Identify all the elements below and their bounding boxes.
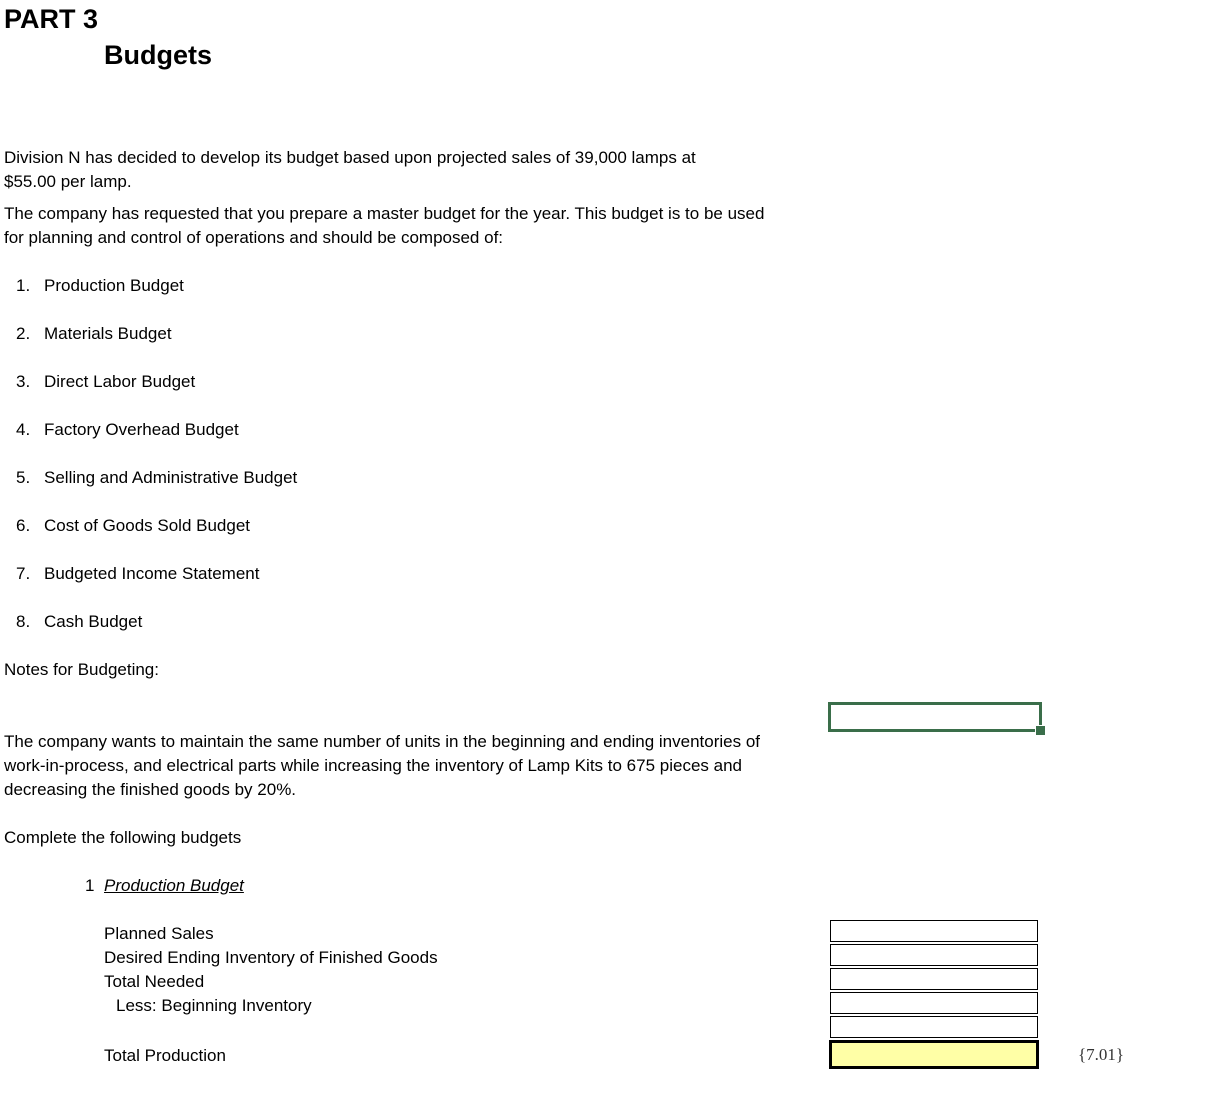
intro-line-2: $55.00 per lamp.	[4, 172, 132, 191]
reference-code: {7.01}	[1078, 1045, 1125, 1064]
list-item-number: 6.	[16, 516, 31, 535]
list-item-direct-labor-budget: Direct Labor Budget	[44, 372, 196, 391]
list-item-cash-budget: Cash Budget	[44, 612, 143, 631]
fill-handle[interactable]	[1035, 725, 1046, 736]
list-item-factory-overhead-budget: Factory Overhead Budget	[44, 420, 239, 439]
notes-line-1: The company wants to maintain the same number of units in the beginning and ending inventories of	[4, 732, 761, 751]
intro-line-1: Division N has decided to develop its budget based upon projected sales of 39,000 lamps at	[4, 148, 696, 167]
list-item-number: 2.	[16, 324, 31, 343]
budget-number: 1	[85, 876, 95, 895]
planned-sales-cell[interactable]	[830, 920, 1038, 942]
total-production-label: Total Production	[104, 1046, 226, 1065]
blank-cell[interactable]	[830, 1016, 1038, 1038]
list-item-production-budget: Production Budget	[44, 276, 184, 295]
instruction-text: Complete the following budgets	[4, 828, 242, 847]
total-production-cell[interactable]	[829, 1040, 1039, 1069]
less-beginning-inventory-cell[interactable]	[830, 992, 1038, 1014]
list-item-number: 7.	[16, 564, 31, 583]
page-title: Budgets	[104, 40, 212, 70]
list-item-number: 4.	[16, 420, 31, 439]
notes-line-2: work-in-process, and electrical parts while increasing the inventory of Lamp Kits to 675 pieces and	[4, 756, 742, 775]
selected-cell[interactable]	[828, 702, 1042, 732]
list-item-number: 1.	[16, 276, 31, 295]
list-item-cogs-budget: Cost of Goods Sold Budget	[44, 516, 251, 535]
part-title: PART 3	[4, 4, 99, 34]
intro-line-4: for planning and control of operations and should be composed of:	[4, 228, 504, 247]
notes-line-3: decreasing the finished goods by 20%.	[4, 780, 297, 799]
list-item-number: 5.	[16, 468, 31, 487]
less-beginning-inventory-label: Less: Beginning Inventory	[116, 996, 312, 1015]
list-item-selling-admin-budget: Selling and Administrative Budget	[44, 468, 298, 487]
desired-ending-inventory-label: Desired Ending Inventory of Finished Goods	[104, 948, 438, 967]
total-needed-cell[interactable]	[830, 968, 1038, 990]
intro-line-3: The company has requested that you prepare a master budget for the year. This budget is to be used	[4, 204, 765, 223]
desired-ending-inventory-cell[interactable]	[830, 944, 1038, 966]
production-budget-title: Production Budget	[104, 876, 244, 895]
notes-heading: Notes for Budgeting:	[4, 660, 159, 679]
list-item-number: 3.	[16, 372, 31, 391]
list-item-materials-budget: Materials Budget	[44, 324, 172, 343]
total-needed-label: Total Needed	[104, 972, 205, 991]
list-item-income-statement: Budgeted Income Statement	[44, 564, 260, 583]
planned-sales-label: Planned Sales	[104, 924, 214, 943]
list-item-number: 8.	[16, 612, 31, 631]
